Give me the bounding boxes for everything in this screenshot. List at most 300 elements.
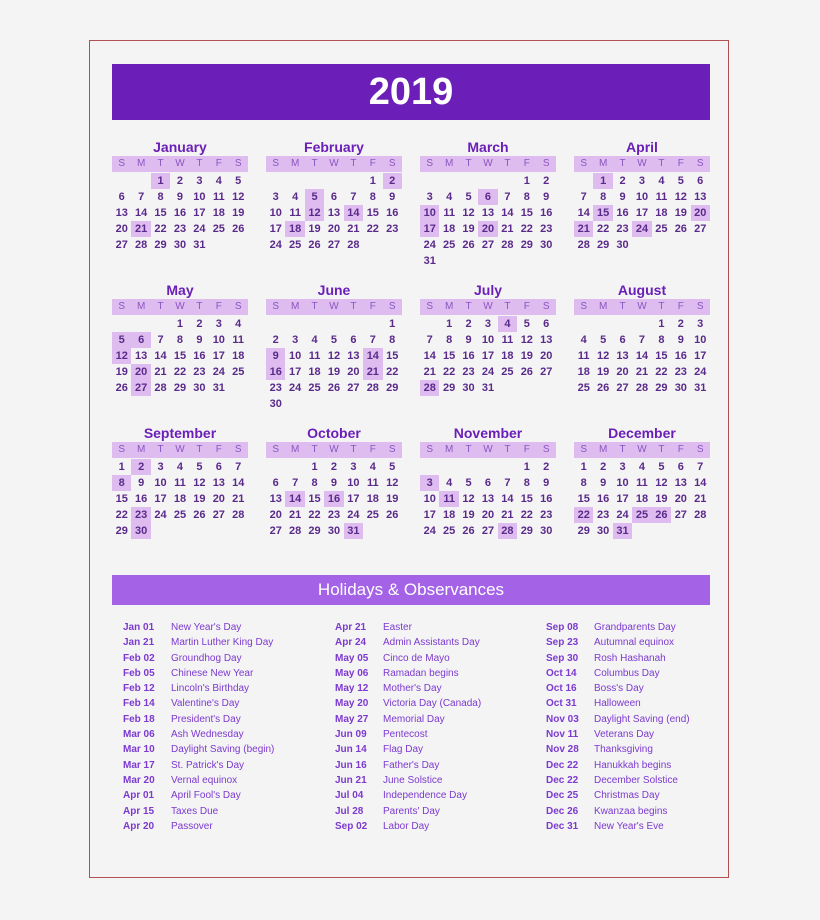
day-cell: 11 xyxy=(174,477,186,489)
day-cell: 20 xyxy=(691,205,710,221)
empty-day-cell xyxy=(305,396,324,412)
day-cell: 3 xyxy=(697,318,704,330)
weekday-label: T xyxy=(619,158,626,169)
day-cell: 30 xyxy=(540,525,553,537)
month-title: March xyxy=(467,139,509,155)
day-cell: 19 xyxy=(193,493,206,505)
day-cell: 5 xyxy=(465,191,472,203)
day-cell: 22 xyxy=(308,509,321,521)
day-cell: 22 xyxy=(597,223,610,235)
empty-day-cell xyxy=(285,173,304,189)
empty-day-cell xyxy=(363,237,382,253)
day-cell: 26 xyxy=(652,507,671,523)
empty-day-cell xyxy=(652,523,671,539)
week-row xyxy=(574,173,710,189)
day-cell: 3 xyxy=(420,475,439,491)
holiday-row xyxy=(546,666,690,681)
empty-day-cell xyxy=(324,173,343,189)
empty-day-cell xyxy=(478,173,497,189)
holiday-row xyxy=(335,620,481,635)
month-may xyxy=(112,282,248,396)
day-cell: 10 xyxy=(481,334,495,346)
day-cell: 25 xyxy=(632,507,651,523)
holiday-row xyxy=(335,635,481,650)
day-cell: 28 xyxy=(347,239,360,251)
day-cell: 6 xyxy=(677,461,684,473)
weekday-header xyxy=(420,442,556,458)
weekday-label: T xyxy=(350,301,357,312)
holiday-date: May 06 xyxy=(335,667,369,679)
day-cell: 24 xyxy=(193,223,206,235)
day-cell: 3 xyxy=(484,318,492,330)
day-cell: 12 xyxy=(597,350,610,362)
day-cell: 10 xyxy=(154,477,167,489)
day-cell: 21 xyxy=(694,493,707,505)
empty-day-cell xyxy=(383,396,402,412)
day-cell: 26 xyxy=(462,239,475,251)
day-cell: 7 xyxy=(138,191,145,203)
day-cell: 1 xyxy=(580,461,587,473)
weekday-label: S xyxy=(234,158,242,169)
day-cell: 4 xyxy=(176,461,184,473)
day-cell: 15 xyxy=(577,493,590,505)
day-cell: 20 xyxy=(327,223,341,235)
day-cell: 15 xyxy=(443,350,456,362)
day-cell: 13 xyxy=(269,493,282,505)
weekday-label: F xyxy=(215,301,222,312)
day-cell: 5 xyxy=(677,175,684,187)
empty-day-cell xyxy=(574,316,593,332)
weekday-label: M xyxy=(598,158,608,169)
holiday-date: Sep 02 xyxy=(335,820,368,832)
holiday-row xyxy=(123,712,274,727)
day-cell: 10 xyxy=(212,334,225,346)
month-title: April xyxy=(626,139,658,155)
day-cell: 13 xyxy=(616,350,629,362)
empty-day-cell xyxy=(131,316,150,332)
day-cell: 19 xyxy=(386,493,399,505)
day-cell: 27 xyxy=(212,509,225,521)
holiday-name: Autumnal equinox xyxy=(594,637,675,649)
day-cell: 24 xyxy=(269,239,282,251)
day-cell: 7 xyxy=(292,477,299,489)
day-cell: 7 xyxy=(235,461,242,473)
week-row xyxy=(266,237,402,253)
weekday-label: T xyxy=(196,158,203,169)
week-row xyxy=(420,491,556,507)
holiday-row xyxy=(123,788,274,803)
month-title: May xyxy=(166,282,194,298)
day-cell: 23 xyxy=(616,223,629,235)
day-cell: 1 xyxy=(523,461,530,473)
day-cell: 4 xyxy=(311,334,318,346)
holiday-name: Taxes Due xyxy=(171,805,219,817)
holiday-name: Martin Luther King Day xyxy=(171,637,274,649)
day-cell: 29 xyxy=(577,525,590,537)
day-cell: 25 xyxy=(366,509,379,521)
week-row xyxy=(420,507,556,523)
weekday-label: T xyxy=(504,158,511,169)
holiday-name: Halloween xyxy=(594,698,641,710)
weekday-label: F xyxy=(677,444,684,455)
day-cell: 5 xyxy=(389,461,396,473)
day-cell: 7 xyxy=(638,334,646,346)
day-cell: 9 xyxy=(465,334,472,346)
month-november xyxy=(420,425,556,539)
day-cell: 12 xyxy=(232,191,245,203)
day-cell: 30 xyxy=(131,523,150,539)
day-cell: 8 xyxy=(369,191,376,203)
day-cell: 31 xyxy=(193,239,206,251)
holiday-name: Daylight Saving (begin) xyxy=(171,744,275,756)
holiday-date: Mar 10 xyxy=(123,744,155,756)
week-row xyxy=(266,396,402,412)
week-row xyxy=(420,237,556,253)
day-cell: 30 xyxy=(462,382,475,394)
day-cell: 17 xyxy=(289,366,302,378)
day-cell: 26 xyxy=(232,223,245,235)
day-cell: 24 xyxy=(616,509,629,521)
day-cell: 19 xyxy=(462,509,475,521)
day-cell: 16 xyxy=(616,207,629,219)
month-title: January xyxy=(153,139,207,155)
day-cell: 20 xyxy=(616,366,629,378)
day-cell: 20 xyxy=(212,493,225,505)
holiday-name: Victoria Day (Canada) xyxy=(383,698,482,710)
day-cell: 11 xyxy=(289,207,301,219)
holiday-name: Pentecost xyxy=(383,729,428,741)
weekday-label: F xyxy=(523,301,530,312)
month-title: December xyxy=(608,425,676,441)
holiday-name: Cinco de Mayo xyxy=(383,652,450,664)
day-cell: 1 xyxy=(118,461,125,473)
day-cell: 5 xyxy=(112,332,131,348)
empty-day-cell xyxy=(420,459,439,475)
empty-day-cell xyxy=(593,316,612,332)
day-cell: 2 xyxy=(131,459,150,475)
empty-day-cell xyxy=(439,253,458,269)
week-row xyxy=(266,507,402,523)
holiday-row xyxy=(546,758,690,773)
holiday-name: Lincoln's Birthday xyxy=(171,683,250,695)
day-cell: 11 xyxy=(232,334,245,346)
day-cell: 5 xyxy=(600,334,607,346)
month-title: July xyxy=(473,282,502,298)
week-row xyxy=(266,221,402,237)
week-row xyxy=(266,173,402,189)
day-cell: 28 xyxy=(232,509,245,521)
weekday-label: W xyxy=(329,301,339,312)
day-cell: 15 xyxy=(520,493,533,505)
day-cell: 24 xyxy=(289,382,302,394)
empty-day-cell xyxy=(151,316,170,332)
day-cell: 6 xyxy=(131,332,150,348)
day-cell: 25 xyxy=(173,509,187,521)
day-cell: 23 xyxy=(540,509,553,521)
holiday-name: December Solstice xyxy=(594,774,678,786)
week-row xyxy=(266,364,402,380)
day-cell: 4 xyxy=(580,334,587,346)
day-cell: 22 xyxy=(386,366,399,378)
week-row xyxy=(112,491,248,507)
holiday-date: Nov 28 xyxy=(546,744,579,756)
weekday-label: F xyxy=(215,444,222,455)
weekday-label: S xyxy=(580,444,588,455)
weekday-header xyxy=(266,299,402,315)
day-cell: 14 xyxy=(135,207,148,219)
week-row xyxy=(112,221,248,237)
day-cell: 20 xyxy=(478,221,497,237)
day-cell: 28 xyxy=(154,382,167,394)
weekday-header xyxy=(420,156,556,172)
day-cell: 11 xyxy=(655,191,668,203)
holiday-date: Jun 21 xyxy=(335,774,367,786)
holiday-row xyxy=(546,773,690,788)
empty-day-cell xyxy=(324,316,343,332)
holiday-row xyxy=(546,804,690,819)
day-cell: 22 xyxy=(443,366,456,378)
month-title: June xyxy=(317,282,351,298)
day-cell: 12 xyxy=(655,477,668,489)
weekday-label: W xyxy=(329,158,339,169)
empty-day-cell xyxy=(652,237,671,253)
weekday-label: S xyxy=(272,444,280,455)
holiday-name: Memorial Day xyxy=(383,713,445,725)
weekday-label: W xyxy=(175,158,185,169)
holiday-date: Jul 04 xyxy=(335,790,364,802)
weekday-label: S xyxy=(118,301,126,312)
holiday-name: Parents' Day xyxy=(383,805,440,817)
holiday-date: Apr 20 xyxy=(123,820,155,832)
day-cell: 24 xyxy=(694,366,707,378)
day-cell: 8 xyxy=(112,475,131,491)
month-title: August xyxy=(617,282,667,298)
empty-day-cell xyxy=(459,459,478,475)
holiday-row xyxy=(335,651,481,666)
weekday-header xyxy=(112,156,248,172)
weekday-label: W xyxy=(637,158,647,169)
holiday-row xyxy=(123,819,274,834)
day-cell: 19 xyxy=(232,207,245,219)
day-cell: 24 xyxy=(423,525,436,537)
empty-day-cell xyxy=(691,523,710,539)
empty-day-cell xyxy=(517,380,536,396)
day-cell: 5 xyxy=(523,318,530,330)
week-row xyxy=(112,348,248,364)
holiday-name: Christmas Day xyxy=(594,790,660,802)
weekday-label: S xyxy=(388,158,396,169)
holiday-row xyxy=(335,788,481,803)
week-row xyxy=(420,364,556,380)
day-cell: 2 xyxy=(619,175,626,187)
day-cell: 16 xyxy=(193,350,206,362)
week-row xyxy=(574,221,710,237)
day-cell: 21 xyxy=(131,221,150,237)
weekday-label: T xyxy=(658,301,665,312)
weekday-label: W xyxy=(483,444,493,455)
weekday-label: M xyxy=(136,301,146,312)
day-cell: 21 xyxy=(635,366,649,378)
day-cell: 21 xyxy=(574,221,593,237)
day-cell: 4 xyxy=(446,477,453,489)
holiday-date: Sep 30 xyxy=(546,652,579,664)
day-cell: 8 xyxy=(523,477,530,489)
day-cell: 18 xyxy=(366,493,379,505)
holiday-date: Jun 14 xyxy=(335,744,367,756)
day-cell: 14 xyxy=(501,207,514,219)
day-cell: 22 xyxy=(115,509,128,521)
day-cell: 8 xyxy=(389,334,396,346)
day-cell: 11 xyxy=(213,191,225,203)
holiday-name: Labor Day xyxy=(383,820,430,832)
month-december xyxy=(574,425,710,539)
weekday-label: S xyxy=(580,158,588,169)
month-title: September xyxy=(143,425,217,441)
day-cell: 25 xyxy=(308,382,321,394)
day-cell: 26 xyxy=(462,525,475,537)
weekday-label: S xyxy=(118,444,126,455)
weekday-label: M xyxy=(290,158,300,169)
day-cell: 21 xyxy=(289,509,302,521)
day-cell: 30 xyxy=(193,382,206,394)
holiday-name: New Year's Eve xyxy=(594,820,664,832)
weekday-label: F xyxy=(369,301,376,312)
day-cell: 14 xyxy=(635,350,649,362)
day-cell: 30 xyxy=(173,239,187,251)
day-cell: 2 xyxy=(465,318,472,330)
day-cell: 8 xyxy=(176,334,184,346)
weekday-label: S xyxy=(272,301,280,312)
weekday-label: T xyxy=(619,444,626,455)
day-cell: 21 xyxy=(423,366,436,378)
weekday-label: T xyxy=(157,301,164,312)
day-cell: 27 xyxy=(115,239,128,251)
day-cell: 6 xyxy=(478,189,497,205)
day-cell: 23 xyxy=(597,509,610,521)
weekday-label: T xyxy=(157,158,164,169)
holiday-row xyxy=(546,681,690,696)
holiday-name: Groundhog Day xyxy=(171,652,242,664)
day-cell: 24 xyxy=(347,509,360,521)
holiday-row xyxy=(123,727,274,742)
empty-day-cell xyxy=(209,523,228,539)
holiday-name: Veterans Day xyxy=(594,729,655,741)
day-cell: 9 xyxy=(543,477,550,489)
day-cell: 5 xyxy=(658,461,665,473)
week-row xyxy=(112,316,248,332)
weekday-label: T xyxy=(311,301,318,312)
day-cell: 16 xyxy=(324,491,343,507)
week-row xyxy=(574,332,710,348)
holiday-date: Feb 12 xyxy=(123,683,155,695)
holiday-name: Rosh Hashanah xyxy=(594,652,666,664)
weekday-header xyxy=(266,156,402,172)
day-cell: 6 xyxy=(350,334,357,346)
week-row xyxy=(574,380,710,396)
empty-day-cell xyxy=(266,173,285,189)
weekday-label: W xyxy=(637,444,647,455)
day-cell: 7 xyxy=(580,191,587,203)
day-cell: 19 xyxy=(655,493,668,505)
day-cell: 11 xyxy=(577,350,590,362)
day-cell: 24 xyxy=(632,221,651,237)
holiday-date: Jun 09 xyxy=(335,729,367,741)
holiday-date: Feb 18 xyxy=(123,713,155,725)
day-cell: 22 xyxy=(366,223,379,235)
weekday-header xyxy=(420,299,556,315)
week-row xyxy=(112,475,248,491)
day-cell: 3 xyxy=(292,334,299,346)
holiday-name: April Fool's Day xyxy=(171,790,241,802)
empty-day-cell xyxy=(266,316,285,332)
holiday-name: June Solstice xyxy=(383,774,443,786)
day-cell: 11 xyxy=(636,477,648,489)
empty-day-cell xyxy=(305,173,324,189)
holiday-date: May 12 xyxy=(335,683,369,695)
day-cell: 16 xyxy=(266,364,285,380)
weekday-label: F xyxy=(677,301,684,312)
day-cell: 3 xyxy=(157,461,164,473)
empty-day-cell xyxy=(363,316,382,332)
day-cell: 2 xyxy=(600,461,607,473)
day-cell: 16 xyxy=(540,207,553,219)
day-cell: 19 xyxy=(674,207,687,219)
day-cell: 25 xyxy=(289,239,302,251)
holiday-date: Dec 31 xyxy=(546,820,579,832)
holiday-name: Admin Assistants Day xyxy=(383,637,480,649)
empty-day-cell xyxy=(363,523,382,539)
day-cell: 30 xyxy=(597,525,610,537)
week-row xyxy=(266,380,402,396)
weekday-label: T xyxy=(350,444,357,455)
day-cell: 30 xyxy=(674,382,687,394)
day-cell: 15 xyxy=(173,350,187,362)
day-cell: 28 xyxy=(420,380,439,396)
day-cell: 14 xyxy=(154,350,167,362)
day-cell: 27 xyxy=(481,525,495,537)
day-cell: 2 xyxy=(383,173,402,189)
empty-day-cell xyxy=(420,173,439,189)
week-row xyxy=(420,523,556,539)
day-cell: 12 xyxy=(305,205,324,221)
holiday-date: Mar 20 xyxy=(123,774,155,786)
empty-day-cell xyxy=(517,253,536,269)
day-cell: 28 xyxy=(501,239,514,251)
day-cell: 29 xyxy=(173,382,187,394)
week-row xyxy=(266,205,402,221)
day-cell: 6 xyxy=(215,461,222,473)
day-cell: 30 xyxy=(327,525,341,537)
day-cell: 17 xyxy=(212,350,225,362)
week-row xyxy=(574,364,710,380)
day-cell: 30 xyxy=(540,239,553,251)
day-cell: 17 xyxy=(154,493,167,505)
holiday-date: Jan 01 xyxy=(123,622,155,633)
day-cell: 30 xyxy=(616,239,629,251)
month-september xyxy=(112,425,248,539)
day-cell: 14 xyxy=(577,207,590,219)
month-april xyxy=(574,139,710,253)
day-cell: 4 xyxy=(292,191,299,203)
day-cell: 3 xyxy=(215,318,222,330)
empty-day-cell xyxy=(363,396,382,412)
day-cell: 7 xyxy=(504,477,511,489)
day-cell: 10 xyxy=(269,207,282,219)
holiday-date: Apr 01 xyxy=(123,790,155,802)
holiday-name: Daylight Saving (end) xyxy=(594,713,690,725)
holiday-name: Columbus Day xyxy=(594,667,660,679)
day-cell: 9 xyxy=(600,477,607,489)
